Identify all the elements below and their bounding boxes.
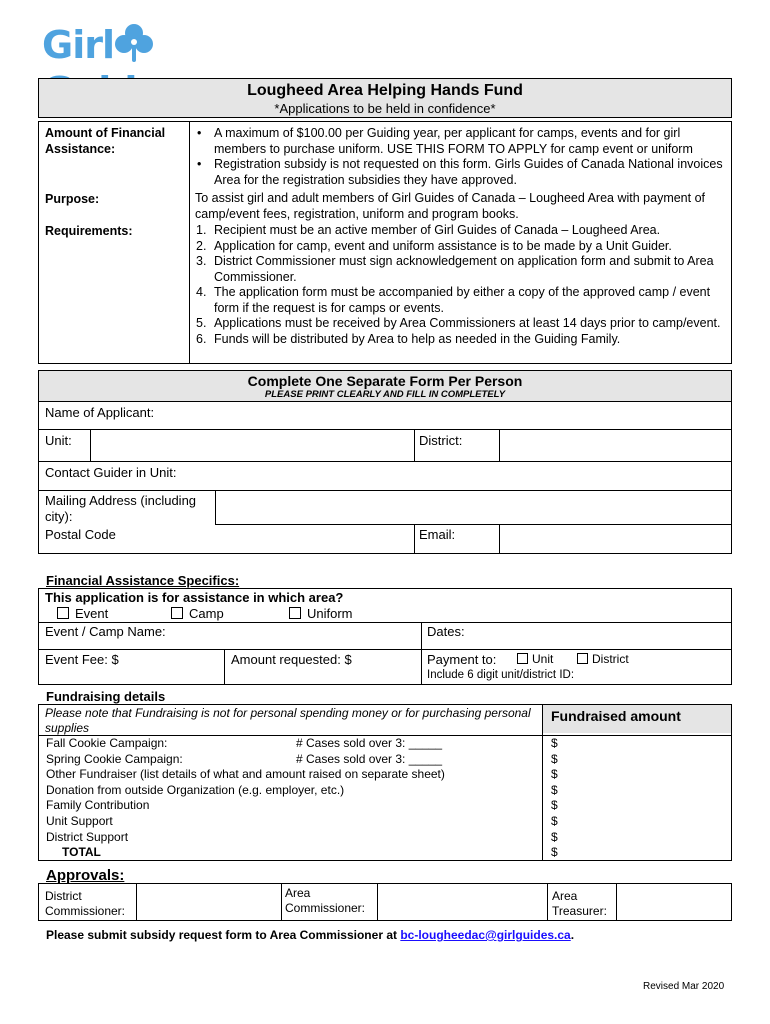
fr-amount-district[interactable]: $ <box>551 829 558 844</box>
requirement-item: 3. District Commissioner must sign acknowledgement on application form and submit to Area Commissioner. <box>196 254 714 284</box>
contact-label: Contact Guider in Unit: <box>45 465 177 480</box>
email-input[interactable] <box>501 525 729 553</box>
event-name-input[interactable] <box>179 623 419 649</box>
area-treasurer-signature[interactable] <box>618 885 729 919</box>
fr-amount-spring[interactable]: $ <box>551 751 558 766</box>
fr-amount-total[interactable]: $ <box>551 845 558 860</box>
applicant-form <box>38 370 732 554</box>
fr-amount-family[interactable]: $ <box>551 798 558 813</box>
fr-amount-other[interactable]: $ <box>551 767 558 782</box>
form-heading: Complete One Separate Form Per Person <box>247 373 523 389</box>
unit-input[interactable] <box>92 430 412 460</box>
approvals-box <box>38 883 732 921</box>
fr-row-spring-cases: # Cases sold over 3: _____ <box>296 751 443 766</box>
fr-row-other: Other Fundraiser (list details of what and amount raised on separate sheet) <box>46 767 445 782</box>
info-box <box>38 121 732 364</box>
area-commissioner-signature[interactable] <box>379 885 545 919</box>
district-checkbox[interactable] <box>577 653 588 664</box>
amount-label: Amount of Financial Assistance: <box>45 126 166 156</box>
amount-bullets <box>193 126 729 188</box>
event-checkbox[interactable] <box>57 607 69 619</box>
fundraising-heading: Fundraising details <box>46 689 166 704</box>
logo-text-left: Girl <box>42 23 114 67</box>
fee-label: Event Fee: $ <box>45 652 119 667</box>
district-label: District: <box>419 433 463 448</box>
postal-label: Postal Code <box>45 527 116 542</box>
revised-date: Revised Mar 2020 <box>643 981 725 992</box>
title-box <box>38 78 732 118</box>
form-title: Lougheed Area Helping Hands Fund <box>247 82 523 99</box>
fr-amount-unit[interactable]: $ <box>551 814 558 828</box>
fr-row-fall-cookie: Fall Cookie Campaign: <box>46 736 168 750</box>
form-subheading: PLEASE PRINT CLEARLY AND FILL IN COMPLETELY <box>264 389 506 400</box>
purpose-label: Purpose: <box>45 192 100 206</box>
submit-instruction: Please submit subsidy request form to Area Commissioner at bc-lougheedac@girlguides.ca. <box>46 928 575 942</box>
fee-input[interactable] <box>129 650 221 684</box>
district-input[interactable] <box>501 430 729 460</box>
fundraised-amount-heading: Fundraised amount <box>551 708 681 724</box>
fr-amount-fall[interactable]: $ <box>551 736 558 750</box>
event-name-label: Event / Camp Name: <box>45 624 166 639</box>
requirement-item: 5. Applications must be received by Area Commissioners at least 14 days prior to camp/event. <box>196 316 721 330</box>
district-commissioner-label: District Commissioner: <box>45 889 126 918</box>
option-uniform[interactable]: Uniform <box>289 606 353 622</box>
requirement-item: 2. Application for camp, event and uniform assistance is to be made by a Unit Guider. <box>196 238 672 253</box>
fr-row-donation: Donation from outside Organization (e.g. employer, etc.) <box>46 782 345 797</box>
dates-input[interactable] <box>479 623 729 649</box>
area-commissioner-label: Area Commissioner: <box>285 886 366 915</box>
requirement-item: 1. Recipient must be an active member of Girl Guides of Canada – Lougheed Area. <box>196 223 661 237</box>
payment-label: Payment to: <box>427 652 497 667</box>
amount-requested-input[interactable] <box>359 650 419 684</box>
requirements-label: Requirements: <box>45 224 133 238</box>
unit-label: Unit: <box>45 433 72 448</box>
fundraising-note: Please note that Fundraising is not for personal spending money or for purchasing personal supplies <box>45 706 531 735</box>
fr-row-unit: Unit Support <box>46 814 113 828</box>
requirement-item: 4. The application form must be accompanied by either a copy of the approved camp / event form if the request is for camps or events. <box>196 285 711 315</box>
payment-district-option[interactable]: District <box>577 652 629 668</box>
fr-row-fall-cases: # Cases sold over 3: _____ <box>296 736 443 750</box>
area-question: This application is for assistance in which area? <box>45 590 344 605</box>
amount-bullet-2: • Registration subsidy is not requested on this form. Girls Guides of Canada National invoices Area for the registration subsidies they have approved. <box>193 157 729 188</box>
fr-row-family: Family Contribution <box>46 798 150 813</box>
name-label: Name of Applicant: <box>45 405 155 420</box>
id-note: Include 6 digit unit/district ID: <box>427 669 575 681</box>
mailing-input[interactable] <box>217 491 729 523</box>
dates-label: Dates: <box>427 624 465 639</box>
area-commissioner-email-link[interactable]: bc-lougheedac@girlguides.ca <box>400 928 571 942</box>
contact-input[interactable] <box>189 462 729 490</box>
district-commissioner-signature[interactable] <box>138 885 279 919</box>
option-event[interactable]: Event <box>57 606 108 622</box>
financial-heading: Financial Assistance Specifics: <box>46 573 240 588</box>
fr-row-district: District Support <box>46 829 129 844</box>
approvals-heading: Approvals: <box>46 867 125 884</box>
trefoil-icon <box>115 22 153 66</box>
option-camp[interactable]: Camp <box>171 606 224 622</box>
fr-row-spring-cookie: Spring Cookie Campaign: <box>46 751 183 766</box>
camp-checkbox[interactable] <box>171 607 183 619</box>
girl-guides-logo <box>42 22 264 70</box>
payment-unit-option[interactable]: Unit <box>517 652 553 668</box>
requirements-list <box>193 223 729 347</box>
fr-row-total: TOTAL <box>62 845 101 860</box>
amount-bullet-1: • A maximum of $100.00 per Guiding year, per applicant for camps, events and for girl members to purchase uniform. USE THIS FORM TO APPLY for camp event or uniform <box>193 126 729 157</box>
postal-input[interactable] <box>129 525 411 553</box>
purpose-text: To assist girl and adult members of Girl Guides of Canada – Lougheed Area with payment of camp/event fees, registration, uniform and program books. <box>195 191 706 221</box>
email-label: Email: <box>419 527 456 542</box>
fr-amount-donation[interactable]: $ <box>551 782 558 797</box>
mailing-label: Mailing Address (including city): <box>45 493 197 524</box>
form-subtitle: *Applications to be held in confidence* <box>274 101 496 116</box>
financial-box <box>38 588 732 685</box>
unit-checkbox[interactable] <box>517 653 528 664</box>
uniform-checkbox[interactable] <box>289 607 301 619</box>
area-treasurer-label: Area Treasurer: <box>552 889 607 918</box>
name-input[interactable] <box>219 403 729 427</box>
amount-requested-label: Amount requested: $ <box>231 652 352 667</box>
requirement-item: 6. Funds will be distributed by Area to help as needed in the Guiding Family. <box>196 331 621 346</box>
